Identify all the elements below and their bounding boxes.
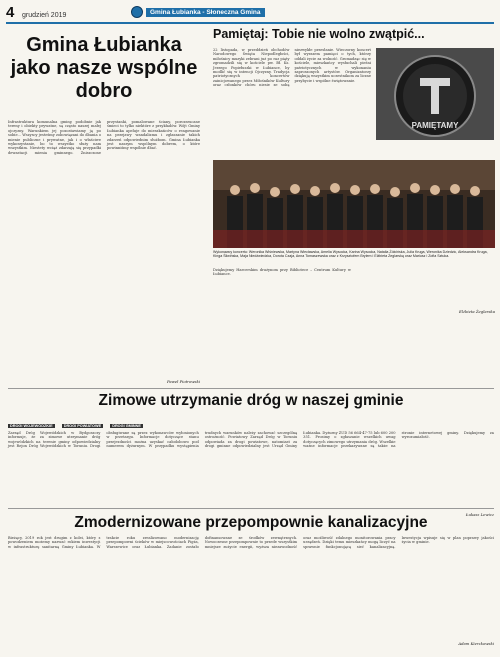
article-body xyxy=(213,48,371,158)
article-title: Gmina Łubianka jako nasze wspólne dobro xyxy=(10,34,198,102)
section-label: DROGI POWIATOWE xyxy=(63,424,102,428)
article-title: Zmodernizowane przepompownie kanalizacyjne xyxy=(74,514,428,531)
emblem-label: PAMIĘTAMY xyxy=(411,121,459,130)
article-signature: Paweł Piotrowski xyxy=(167,379,200,384)
article-body xyxy=(8,536,494,651)
section-rule xyxy=(8,508,494,509)
page-number: 4 xyxy=(6,4,15,21)
article-body xyxy=(8,120,200,388)
article-signature: Adam Kierzkowski xyxy=(458,641,494,646)
group-photo xyxy=(213,160,495,248)
page-header xyxy=(6,6,494,22)
masthead-title: Gmina Łubianka - Słoneczna Gmina xyxy=(146,8,265,17)
concert-emblem-photo xyxy=(376,48,494,140)
masthead xyxy=(131,6,281,18)
sun-logo-icon xyxy=(131,6,143,18)
issue-date: grudzień 2019 xyxy=(22,12,67,19)
article-thanks: Dziękujemy Harcerskim drużynom przy Bibliotece – Centrum Kultury w Łubiance. xyxy=(213,268,351,277)
article-text: Infrastruktura komunalna gminy, podobnie jak tereny i obiekty prywatne, są często naszej małej ojczyzny. Warunkiem jej pozostawiamy ją po sobie... Wszyscy jesteśmy zobowiązani do dbania o mienie publiczne i prywatne, jak i o właściwe wykorzystanie, bo to wszystko służy nam wszystkim. Niestety wciąż zdarzają się przypadki dewastacji mienia gminnego. Zniszczone przystanki, pomalowane ściany, porozrzucane śmieci to tylko niektóre z przykładów. Wójt Gminy Łubianka apeluje do mieszkańców o reagowanie na przejawy wandalizmu i zgłaszanie takich zdarzeń odpowiednim służbom. Gmina Łubianka jest naszym wspólnym dobrem, o które powinniśmy wspólnie dbać. xyxy=(8,120,200,155)
photo-caption: Wykonawcy koncertu: Weronika Wiśniewska, Martyna Wiecławska, Amelia Wysocka, Karina Wysocka, Natalia Żółcińska, Julia Kruga, Weronika Dziedzic, Aleksandra Kruga, Kinga Śliwińska, Maja Niedźwiedzka, Dorota Czaja, Anna Tomaszewska oraz z Krzysztofem Brylem i Elżbieta Żeglarską oraz Mariusz i Zofia Sztuka. xyxy=(213,250,488,259)
section-label: DROGI GMINNE xyxy=(112,424,141,428)
section-rule xyxy=(8,388,494,389)
article-title: Zimowe utrzymanie dróg w naszej gminie xyxy=(98,392,404,409)
article-signature: Łukasz Lewicz xyxy=(465,512,494,517)
article-title-box xyxy=(8,30,200,114)
header-rule xyxy=(6,22,494,24)
article-title: Pamiętaj: Tobie nie wolno zwątpić... xyxy=(213,27,425,41)
section-label: DROGI WOJEWÓDZKIE xyxy=(10,424,53,428)
article-text: Bieżący, 2019 rok jest drugim z kolei, który z powodzeniem możemy nazwać rokiem inwestycji w infrastrukturę sanitarną Gminy Łubianka. W trakcie roku zrealizowano modernizację przepompowni ścieków w miejscowościach Pigża, Warszewice oraz Łubianka. Zadanie zostało dofinansowane ze środków zewnętrznych. Nowoczesne przepompownie to przede wszystkim mniejsze zużycie energii, wyższa niezawodność oraz możliwość zdalnego monitorowania pracy urządzeń. Dzięki temu mieszkańcy mogą liczyć na sprawnie funkcjonującą sieć kanalizacyjną. Inwestycja wpisuje się w plan poprawy jakości życia w gminie. xyxy=(8,536,494,549)
article-continuation xyxy=(213,268,495,316)
article-text: 22 listopada, w przeddzień obchodów Narodowego Święta Niepodległości, miłośnicy muzyki zebrani już po raz piąty zgromadzili się w kościele pw. Bł. Ks. Jerzego Popiełuszki w Łubiance, by modlić się w intencji Ojczyzny. Tradycja patriotycznych koncertów zainicjowanego przez Miłośników Kultury oraz członków chóru niesie ze sobą niezwykłe przesłanie. Wieczorny koncert był wyrazem pamięci o tych, którzy oddali życie za wolność. Gromadząc się w kościele, mieszkańcy wysłuchali pieśni patriotycznych w wykonaniu zaproszonych artystów. Organizatorzy dziękują wszystkim uczestnikom za liczne przybycie i wspólne świętowanie. xyxy=(213,48,371,88)
article-text: Zarząd Dróg Wojewódzkich w Bydgoszczy informuje, że za zimowe utrzymanie dróg wojewódzkich na terenie gminy odpowiedzialny jest Rejon Dróg Wojewódzkich w Toruniu. Drogi obsługiwane są przez wykonawców wyłonionych w przetargu. Informacje dotyczące stanu przejezdności można uzyskać całodobowo pod numerem dyżurnym. W przypadku wystąpienia trudnych warunków należy zachować szczególną ostrożność. Powiatowy Zarząd Dróg w Toruniu odpowiada za drogi powiatowe, natomiast za drogi gminne odpowiedzialny jest Urząd Gminy Łubianka. Dyżurny ZUD 56 664-47-75 lub 600 200 351. Prosimy o zgłaszanie wszelkich uwag dotyczących zimowego utrzymania dróg. Wszelkie ważne informacje przekazywane są także na stronie internetowej gminy. Dziękujemy za wyrozumiałość. xyxy=(8,431,494,449)
article-body xyxy=(8,412,494,517)
article-signature: Elżbieta Żeglarska xyxy=(459,309,495,314)
